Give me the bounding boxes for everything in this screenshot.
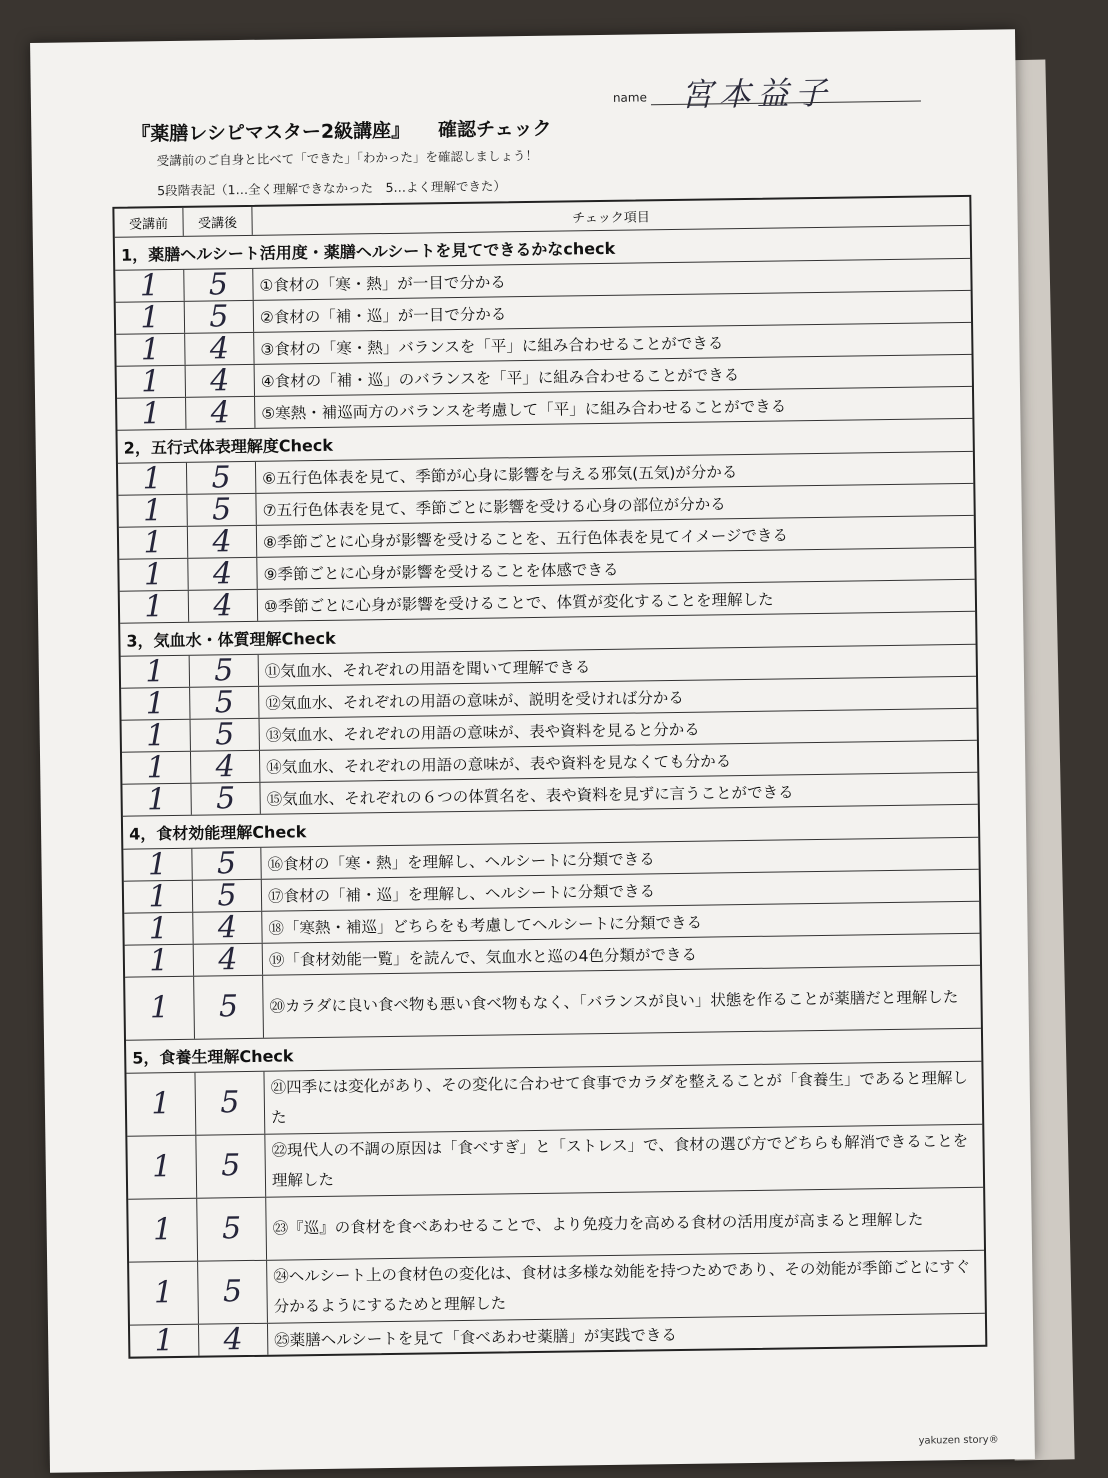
after-score-cell — [186, 362, 255, 398]
before-score: 1 — [141, 363, 161, 399]
before-score: 1 — [140, 299, 160, 335]
check-item-text: ⑥五行色体表を見て、季節が心身に影響を与える邪気(五気)が分かる — [262, 462, 738, 488]
after-score: 5 — [214, 684, 235, 720]
before-score: 1 — [147, 846, 168, 882]
before-score: 1 — [143, 556, 164, 592]
after-score-cell — [185, 298, 254, 334]
before-score-cell — [130, 1322, 199, 1358]
after-score-cell — [187, 491, 256, 527]
after-score: 5 — [218, 989, 239, 1025]
check-item-text: ㉒現代人の不調の原因は「食べすぎ」と「ストレス」で、食材の選び方でどちらも解消できることを理解した — [271, 1131, 969, 1190]
after-score-cell — [187, 459, 256, 495]
after-score-cell — [190, 684, 259, 720]
check-item-text: ⑧季節ごとに心身が影響を受けることを、五行色体表を見てイメージできる — [262, 525, 789, 552]
check-item-text: ⑨季節ごとに心身が影響を受けることを体感できる — [263, 560, 619, 584]
before-score: 1 — [148, 878, 168, 914]
after-score-cell — [190, 652, 259, 688]
after-score-cell — [186, 394, 255, 430]
section-title: 1，薬膳ヘルシート活用度・薬膳ヘルシートを見てできるかなcheck — [115, 226, 970, 271]
before-score: 1 — [144, 588, 164, 624]
check-subtitle: 確認チェック — [437, 117, 552, 142]
before-score-cell — [120, 588, 189, 624]
table-row — [125, 966, 981, 1041]
after-score: 4 — [210, 394, 231, 430]
name-handwritten: 宮本益子 — [680, 73, 834, 114]
check-item-text: ⑤寒熱・補巡両方のバランスを考慮して「平」に組み合わせることができる — [261, 396, 787, 423]
before-score: 1 — [148, 910, 169, 946]
before-score-cell — [122, 781, 191, 817]
after-score-cell — [188, 523, 257, 559]
after-score: 4 — [212, 523, 232, 559]
check-item-text: ②食材の「補・巡」が一目で分かる — [259, 304, 507, 327]
before-score-cell — [127, 1136, 197, 1199]
before-score-cell — [116, 299, 185, 335]
check-table — [112, 195, 987, 1359]
after-score: 4 — [218, 941, 238, 977]
after-score-cell — [191, 716, 260, 752]
check-item-text: ④食材の「補・巡」のバランスを「平」に組み合わせることができる — [260, 365, 740, 391]
check-item-text: ⑲「食材効能一覧」を読んで、気血水と巡の4色分類ができる — [268, 945, 698, 970]
before-score-cell — [122, 749, 191, 785]
check-item-text: ⑩季節ごとに心身が影響を受けることで、体質が変化することを理解した — [263, 590, 774, 616]
check-item-text: ⑪気血水、それぞれの用語を聞いて理解できる — [264, 657, 591, 681]
after-score: 5 — [211, 491, 232, 527]
before-score-cell — [129, 1262, 199, 1325]
after-score: 5 — [217, 877, 237, 913]
after-score: 4 — [213, 587, 233, 623]
intro-text: 受講前のご自身と比べて「できた」「わかった」を確認しましょう！ — [156, 147, 539, 169]
after-score-cell — [193, 909, 262, 945]
table-row — [128, 1188, 984, 1263]
before-score-cell — [128, 1199, 198, 1262]
check-item-text: ①食材の「寒・熱」が一目で分かる — [259, 272, 506, 295]
before-score-cell — [124, 910, 193, 946]
after-score-cell — [189, 587, 258, 623]
check-item-text: ⑦五行色体表を見て、季節ごとに影響を受ける心身の部位が分かる — [262, 494, 726, 520]
before-score: 1 — [149, 942, 169, 978]
before-score-cell — [118, 460, 187, 496]
before-score-cell — [117, 395, 186, 431]
before-score-cell — [121, 653, 190, 689]
after-score: 4 — [217, 909, 238, 945]
after-score-cell — [199, 1321, 268, 1357]
scale-note: 5段階表記（1…全く理解できなかった 5…よく理解できた） — [157, 178, 507, 199]
table-row — [127, 1125, 983, 1200]
after-score: 5 — [220, 1085, 240, 1121]
after-score: 4 — [210, 362, 230, 398]
course-title: 『薬膳レシピマスター2級講座』 — [131, 119, 411, 146]
after-score: 5 — [222, 1274, 243, 1310]
after-score-cell — [197, 1198, 267, 1261]
before-score: 1 — [140, 331, 161, 367]
before-score: 1 — [149, 990, 170, 1026]
check-item-text: ③食材の「寒・熱」バランスを「平」に組み合わせることができる — [260, 333, 724, 359]
after-score: 5 — [220, 1148, 241, 1184]
before-score: 1 — [146, 781, 167, 817]
table-row — [126, 1062, 982, 1137]
before-score-cell — [119, 524, 188, 560]
after-score: 5 — [215, 780, 236, 816]
check-item-text: ㉑四季には変化があり、その変化に合わせて食事でカラダを整えることが「食養生」であると理解した — [270, 1068, 969, 1127]
before-score: 1 — [154, 1322, 174, 1358]
after-score: 5 — [211, 459, 231, 495]
after-score-cell — [185, 330, 254, 366]
check-item-text: ⑬気血水、それぞれの用語の意味が、表や資料を見ると分かる — [265, 720, 700, 745]
before-score-cell — [118, 492, 187, 528]
after-score-cell — [184, 266, 253, 302]
check-item-text: ㉔ヘルシート上の食材色の変化は、食材は多様な効能を持つためであり、その効能が季節ごとにすぐ分かるようにするためと理解した — [273, 1257, 971, 1316]
check-item-text: ⑯食材の「寒・熱」を理解し、ヘルシートに分類できる — [267, 849, 655, 874]
before-score-cell — [125, 942, 194, 978]
name-label: name — [612, 90, 648, 105]
check-item-text: ⑫気血水、それぞれの用語の意味が、説明を受ければ分かる — [265, 688, 684, 713]
before-score-cell — [123, 846, 192, 882]
before-score-cell — [124, 878, 193, 914]
after-score-cell — [191, 780, 260, 816]
check-item-text: ㉓『巡』の食材を食べあわせることで、より免疫力を高める食材の活用度が高まると理解した — [272, 1210, 924, 1238]
table-row — [129, 1251, 985, 1326]
after-score: 5 — [208, 266, 229, 302]
before-score: 1 — [151, 1149, 172, 1185]
after-score: 5 — [221, 1211, 242, 1247]
before-score: 1 — [152, 1212, 173, 1248]
after-score-cell — [191, 748, 260, 784]
after-score-cell — [195, 1072, 265, 1135]
col-before-header: 受講前 — [114, 208, 183, 237]
after-score: 5 — [214, 652, 234, 688]
check-item-text: ㉕薬膳ヘルシートを見て「食べあわせ薬膳」が実践できる — [274, 1325, 677, 1350]
check-sheet-paper — [30, 29, 1035, 1473]
brand-mark: yakuzen story® — [918, 1434, 999, 1447]
before-score-cell — [117, 363, 186, 399]
before-score: 1 — [145, 653, 165, 689]
before-score: 1 — [141, 395, 162, 431]
before-score: 1 — [142, 460, 162, 496]
after-score-cell — [194, 941, 263, 977]
after-score-cell — [188, 555, 257, 591]
check-item-text: ⑱「寒熱・補巡」どちらをも考慮してヘルシートに分類できる — [268, 913, 703, 938]
before-score-cell — [122, 717, 191, 753]
after-score: 5 — [214, 716, 235, 752]
before-score: 1 — [145, 717, 166, 753]
after-score-cell — [194, 976, 264, 1039]
after-score: 4 — [212, 555, 233, 591]
before-score: 1 — [153, 1275, 174, 1311]
check-item-text: ⑳カラダに良い食べ物も悪い食べ物もなく、「バランスが良い」状態を作ることが薬膳だと理解した — [269, 988, 959, 1016]
after-score: 4 — [215, 748, 235, 784]
before-score: 1 — [139, 267, 160, 303]
before-score-cell — [121, 685, 190, 721]
section-title: 4，食材効能理解Check — [123, 805, 978, 850]
after-score: 4 — [223, 1321, 243, 1357]
after-score: 4 — [209, 330, 230, 366]
col-item-header: チェック項目 — [572, 209, 650, 226]
check-item-text: ⑭気血水、それぞれの用語の意味が、表や資料を見なくても分かる — [266, 751, 732, 777]
after-score-cell — [193, 877, 262, 913]
check-item-text: ⑮気血水、それぞれの６つの体質名を、表や資料を見ずに言うことができる — [266, 782, 794, 809]
after-score-cell — [196, 1135, 266, 1198]
col-after-header: 受講後 — [183, 207, 252, 236]
before-score-cell — [119, 556, 188, 592]
before-score: 1 — [146, 749, 166, 785]
before-score-cell — [126, 1073, 196, 1136]
page-title — [131, 114, 552, 147]
before-score-cell — [116, 331, 185, 367]
before-score: 1 — [143, 524, 163, 560]
check-item-text: ⑰食材の「補・巡」を理解し、ヘルシートに分類できる — [267, 881, 656, 906]
before-score: 1 — [145, 685, 166, 721]
after-score-cell — [198, 1261, 268, 1324]
after-score: 5 — [209, 298, 229, 334]
before-score: 1 — [151, 1086, 171, 1122]
section-title: 2，五行式体表理解度Check — [117, 419, 972, 464]
after-score-cell — [192, 845, 261, 881]
before-score: 1 — [142, 492, 163, 528]
section-title: 5，食養生理解Check — [126, 1029, 981, 1074]
section-title: 3，気血水・体質理解Check — [120, 612, 975, 657]
before-score-cell — [125, 977, 195, 1040]
after-score: 5 — [216, 845, 237, 881]
before-score-cell — [115, 267, 184, 303]
